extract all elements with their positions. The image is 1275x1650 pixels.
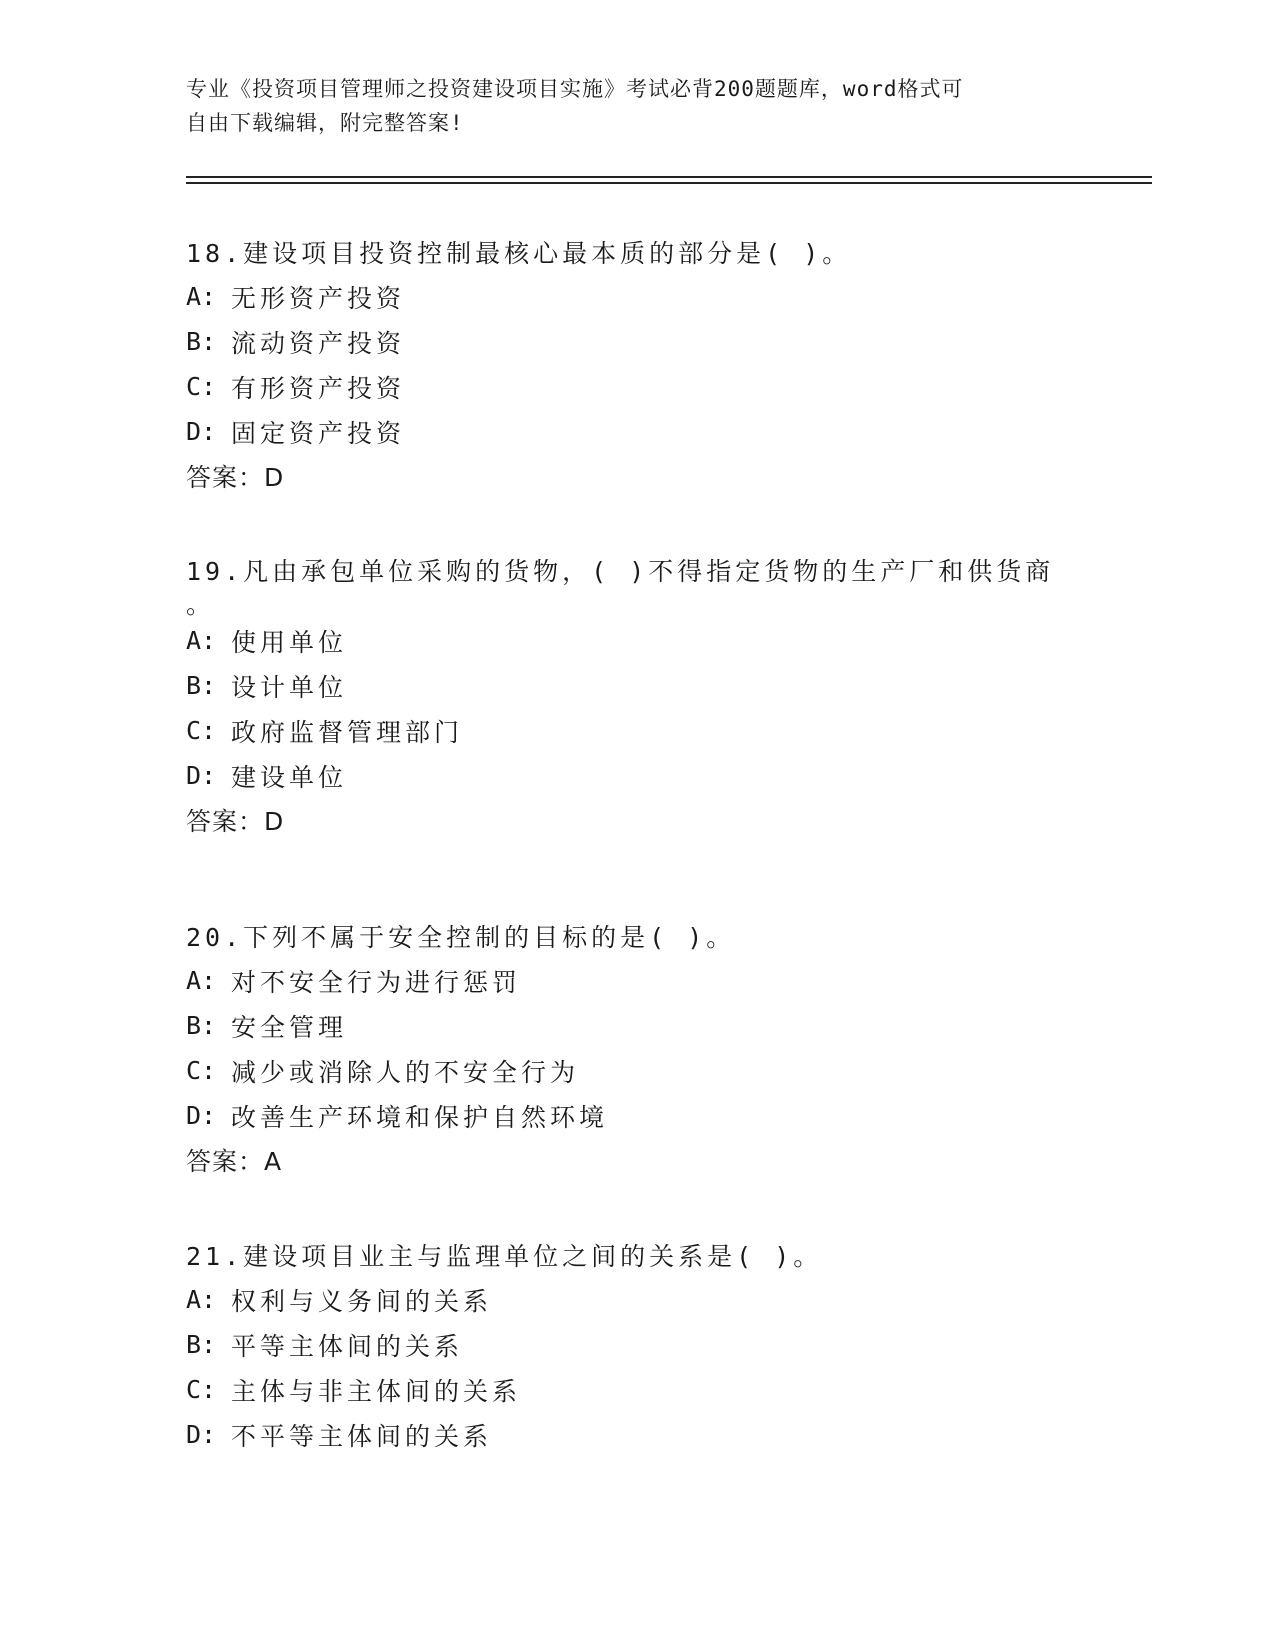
option-letter: A: xyxy=(186,282,217,311)
option-letter: B: xyxy=(186,1011,217,1040)
option-text: 改善生产环境和保护自然环境 xyxy=(231,1102,609,1132)
option-text: 政府监督管理部门 xyxy=(231,717,464,747)
question-stem: 19.凡由承包单位采购的货物，( )不得指定货物的生产厂和供货商 xyxy=(186,557,1055,586)
answer-line: 答案：A xyxy=(186,1147,283,1176)
option-text: 权利与义务间的关系 xyxy=(231,1286,493,1316)
option-d xyxy=(186,409,1086,454)
header-divider-bottom xyxy=(186,182,1152,184)
option-a xyxy=(186,618,1086,663)
option-letter: A: xyxy=(186,626,217,655)
option-letter: A: xyxy=(186,1285,217,1314)
option-b xyxy=(186,319,1086,364)
question-21 xyxy=(186,1237,1086,1457)
option-letter: B: xyxy=(186,327,217,356)
option-d xyxy=(186,753,1086,798)
option-text: 无形资产投资 xyxy=(231,283,406,313)
question-20 xyxy=(186,918,1086,1182)
option-c xyxy=(186,1367,1086,1412)
option-letter: B: xyxy=(186,1330,217,1359)
answer-line: 答案：D xyxy=(186,463,285,492)
option-c xyxy=(186,364,1086,409)
question-stem: 20.下列不属于安全控制的目标的是( )。 xyxy=(186,923,736,952)
option-text: 有形资产投资 xyxy=(231,373,406,403)
option-a xyxy=(186,274,1086,319)
option-letter: C: xyxy=(186,1056,217,1085)
option-letter: D: xyxy=(186,417,217,446)
option-text: 减少或消除人的不安全行为 xyxy=(231,1057,580,1087)
option-text: 安全管理 xyxy=(231,1012,348,1042)
option-text: 建设单位 xyxy=(231,762,348,792)
option-text: 对不安全行为进行惩罚 xyxy=(231,967,522,997)
option-b xyxy=(186,663,1086,708)
option-text: 设计单位 xyxy=(231,672,348,702)
document-header xyxy=(186,72,1066,140)
option-letter: D: xyxy=(186,1101,217,1130)
option-c xyxy=(186,708,1086,753)
option-letter: B: xyxy=(186,671,217,700)
option-text: 流动资产投资 xyxy=(231,328,406,358)
option-b xyxy=(186,1322,1086,1367)
option-text: 主体与非主体间的关系 xyxy=(231,1376,522,1406)
header-line-2: 自由下载编辑，附完整答案! xyxy=(186,111,464,135)
option-text: 不平等主体间的关系 xyxy=(231,1421,493,1451)
option-text: 平等主体间的关系 xyxy=(231,1331,464,1361)
question-19 xyxy=(186,552,1086,842)
question-18 xyxy=(186,234,1086,498)
question-stem-tail: 。 xyxy=(186,590,212,619)
option-text: 固定资产投资 xyxy=(231,418,406,448)
option-b xyxy=(186,1003,1086,1048)
option-letter: D: xyxy=(186,761,217,790)
answer-line: 答案：D xyxy=(186,807,285,836)
option-letter: C: xyxy=(186,716,217,745)
option-letter: C: xyxy=(186,372,217,401)
option-c xyxy=(186,1048,1086,1093)
option-text: 使用单位 xyxy=(231,627,348,657)
question-stem: 21.建设项目业主与监理单位之间的关系是( )。 xyxy=(186,1242,823,1271)
option-letter: D: xyxy=(186,1420,217,1449)
option-letter: C: xyxy=(186,1375,217,1404)
question-stem: 18.建设项目投资控制最核心最本质的部分是( )。 xyxy=(186,239,852,268)
header-line-1: 专业《投资项目管理师之投资建设项目实施》考试必背200题题库，word格式可 xyxy=(186,77,964,101)
option-a xyxy=(186,1277,1086,1322)
header-divider-top xyxy=(186,176,1152,178)
option-a xyxy=(186,958,1086,1003)
option-letter: A: xyxy=(186,966,217,995)
option-d xyxy=(186,1412,1086,1457)
option-d xyxy=(186,1093,1086,1138)
